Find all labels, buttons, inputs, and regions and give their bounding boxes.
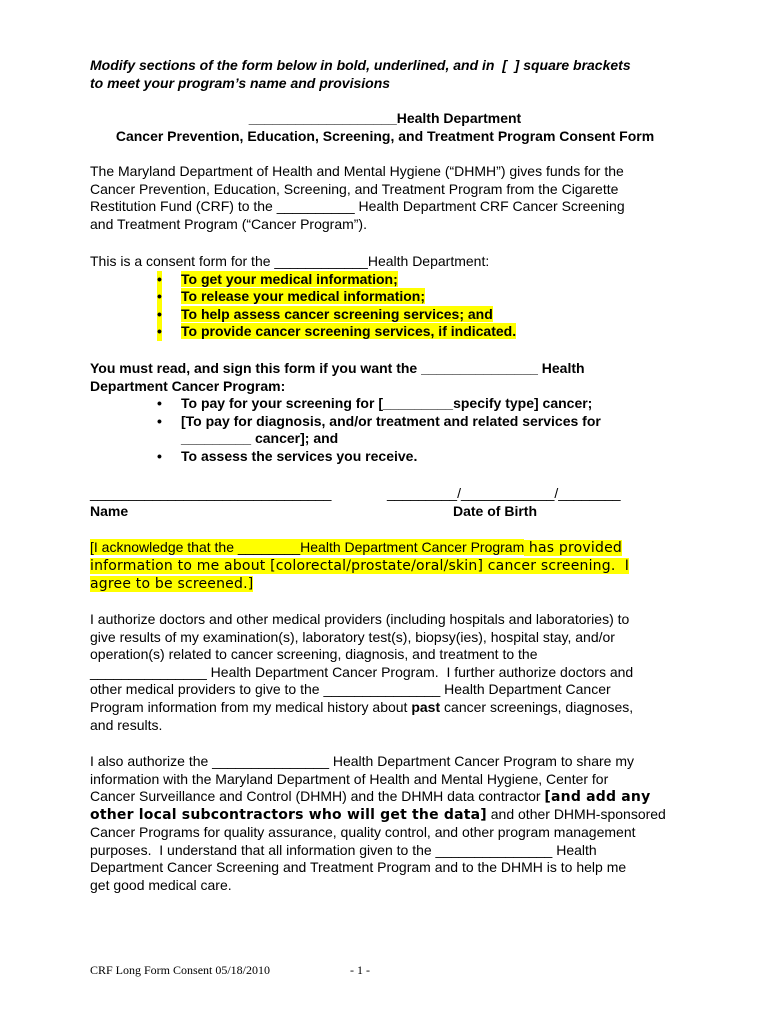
subcontractor-clause-cont: other local subcontractors who will get the data] [90, 807, 487, 824]
bullet-icon: • [157, 270, 162, 287]
read-sign-line-1: You must read, and sign this form if you want the _______________ Health [90, 360, 585, 376]
read-sign-section [90, 360, 690, 466]
name-label: Name [90, 503, 129, 519]
bullet-icon: • [157, 323, 162, 340]
authorization-paragraph-1: I authorize doctors and other medical providers (including hospitals and laboratories) to give results of my examination(s), laboratory test(s), biopsy(ies), hospital stay, and/or operation(s) related to cancer screening, diagnosis, and treatment to the _______________ Health Department Cancer Program. I further authorize doctors and other medical providers to give to the _______________ Health Department Cancer Program information from my medical history about past cancer screenings, diagnoses, and results. [90, 611, 690, 734]
authorize-line: I authorize doctors and other medical providers (including hospitals and laboratories) to [90, 611, 630, 627]
authorize-line: _______________ Health Department Cancer Program. I further authorize doctors and [90, 663, 634, 680]
list-item: • To get your medical information; [157, 270, 398, 287]
acknowledge-line-3: agree to be screened.] [90, 576, 254, 592]
authorize-line: give results of my examination(s), laboratory test(s), biopsy(ies), hospital stay, and/or [90, 628, 615, 645]
name-signature-line[interactable]: _______________________________ [90, 485, 332, 501]
read-sign-list [157, 395, 690, 465]
list-item: • To provide cancer screening services, if indicated. [157, 323, 517, 340]
title-line-1: ___________________Health Department [248, 110, 522, 126]
acknowledge-line-2: information to me about [colorectal/prostate/oral/skin] cancer screening. I [90, 558, 630, 574]
bullet-icon: • [157, 305, 162, 322]
subcontractor-clause: [and add any [544, 789, 651, 806]
consent-list [157, 271, 690, 341]
intro-line: Cancer Prevention, Education, Screening, and Treatment Program from the Cigarette [90, 180, 619, 197]
intro-paragraph [90, 163, 690, 233]
bullet-icon: • [157, 412, 162, 429]
list-item-continuation: _________ cancer]; and [181, 430, 339, 447]
list-item: • To help assess cancer screening services; and [157, 305, 493, 322]
acknowledge-paragraph [90, 539, 710, 593]
intro-line: Restitution Fund (CRF) to the __________ Health Department CRF Cancer Screening [90, 198, 625, 215]
authorize-line: get good medical care. [90, 876, 232, 893]
acknowledge-line-1a: [I acknowledge that the ________Health Department Cancer Program [90, 539, 525, 555]
consent-lead: This is a consent form for the ____________Health Department: [90, 253, 490, 269]
authorize-line: purposes. I understand that all information given to the _______________ Health [90, 841, 597, 858]
instructions [90, 57, 690, 92]
authorize-line: and results. [90, 716, 163, 733]
instructions-line-1: Modify sections of the form below in bold, underlined, and in [ ] square brackets [90, 57, 631, 73]
bullet-icon: • [157, 288, 162, 305]
dob-signature-line[interactable]: _________/____________/________ [387, 485, 621, 501]
title-line-2: Cancer Prevention, Education, Screening, and Treatment Program Consent Form [115, 127, 655, 144]
authorize-line: Cancer Programs for quality assurance, quality control, and other program management [90, 824, 636, 841]
authorize-line: operation(s) related to cancer screening, diagnosis, and treatment to the [90, 646, 538, 663]
list-item: • To assess the services you receive. [157, 447, 418, 464]
list-item: • To pay for your screening for [_________specify type] cancer; [157, 395, 593, 412]
authorize-line: information with the Maryland Department of Health and Mental Hygiene, Center for [90, 770, 609, 787]
intro-line: The Maryland Department of Health and Mental Hygiene (“DHMH”) gives funds for the [90, 163, 624, 179]
bullet-icon: • [157, 447, 162, 464]
bullet-icon: • [157, 395, 162, 412]
instructions-line-2: to meet your program’s name and provisions [90, 74, 391, 91]
authorize-line: other medical providers to give to the _______________ Health Department Cancer [90, 681, 611, 698]
emphasis-past: past [411, 698, 441, 715]
list-item: • [To pay for diagnosis, and/or treatment and related services for [157, 412, 601, 429]
acknowledge-line-1b: has provided [524, 540, 622, 556]
dob-label: Date of Birth [453, 503, 537, 519]
authorize-line: Department Cancer Screening and Treatment Program and to the DHMH is to help me [90, 859, 627, 876]
footer-page-number: - 1 - [350, 963, 370, 977]
list-item: • To release your medical information; [157, 288, 426, 305]
form-title [60, 110, 710, 145]
authorization-paragraph-2: I also authorize the _______________ Health Department Cancer Program to share my information with the Maryland Department of Health and Mental Hygiene, Center for Cancer Surveillance and Control (DHMH) and the DHMH data contractor [and add any other local subcontractors who will get the data] and other DHMH-sponsored Cancer Programs for quality assurance, quality control, and other program management purposes. I understand that all information given to the _______________ Health Department Cancer Screening and Treatment Program and to the DHMH is to help me get good medical care. [90, 753, 690, 895]
footer-form-id: CRF Long Form Consent 05/18/2010 [90, 963, 271, 977]
consent-section [90, 253, 690, 341]
intro-line: and Treatment Program (“Cancer Program”). [90, 215, 367, 232]
read-sign-line-2: Department Cancer Program: [90, 377, 286, 394]
authorize-line: I also authorize the _______________ Health Department Cancer Program to share my [90, 753, 634, 769]
